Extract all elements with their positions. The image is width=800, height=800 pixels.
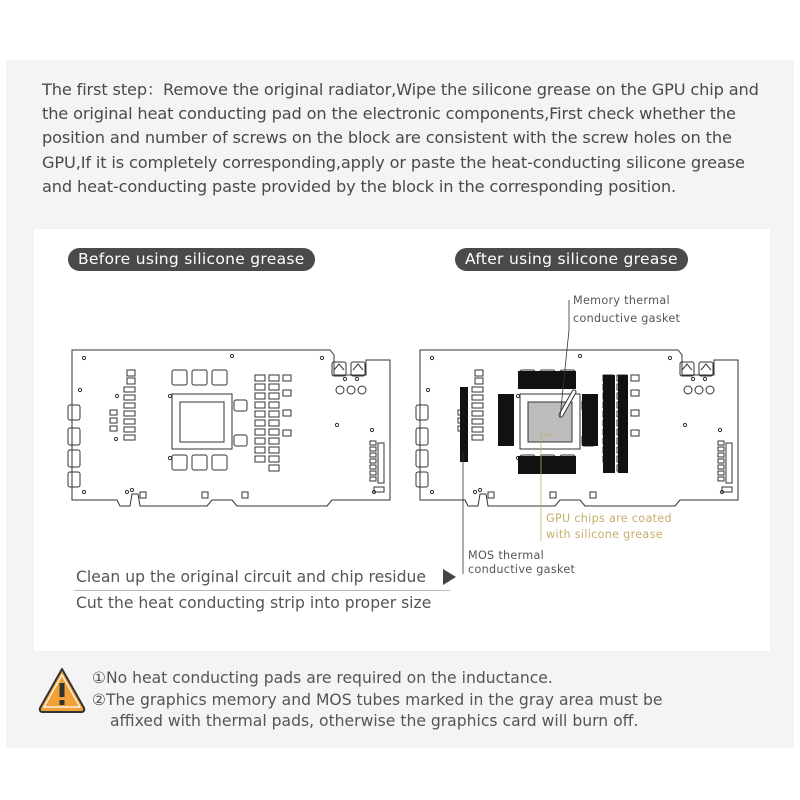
after-label: After using silicone grease — [455, 248, 688, 271]
mos-callout-line2: conductive gasket — [468, 563, 576, 576]
intro-paragraph: The first step：Remove the original radiator,Wipe the silicone grease on the GPU chip and the original heat conducting pad on the electronic components,First check whether the position and number of screws on the block are consistent with the screw holes on the GPU,If it is completely corresponding,apply or paste the heat-conducting silicone grease and heat-conducting paste provided by the block in the corresponding position. — [42, 80, 759, 196]
gpu-callout-line1: GPU chips are coated — [546, 512, 672, 525]
mos-callout-line1: MOS thermal — [468, 549, 545, 562]
pcb-after — [416, 350, 738, 506]
gpu-callout-line2: with silicone grease — [546, 528, 663, 541]
before-label: Before using silicone grease — [68, 248, 315, 271]
pcb-before — [68, 350, 390, 506]
warning-line-3: affixed with thermal pads, otherwise the graphics card will burn off. — [110, 712, 639, 730]
step-divider — [74, 590, 450, 591]
memory-callout-line2: conductive gasket — [573, 312, 681, 325]
warning-triangle-icon — [40, 669, 84, 712]
warning-line-1: ①No heat conducting pads are required on the inductance. — [92, 669, 553, 687]
step-1-text: Clean up the original circuit and chip residue — [76, 568, 427, 586]
warning-line-2: ②The graphics memory and MOS tubes marked in the gray area must be — [92, 691, 663, 709]
arrow-right-icon — [443, 569, 456, 585]
memory-callout-line1: Memory thermal — [573, 294, 670, 307]
step-2-text: Cut the heat conducting strip into proper size — [76, 594, 432, 612]
